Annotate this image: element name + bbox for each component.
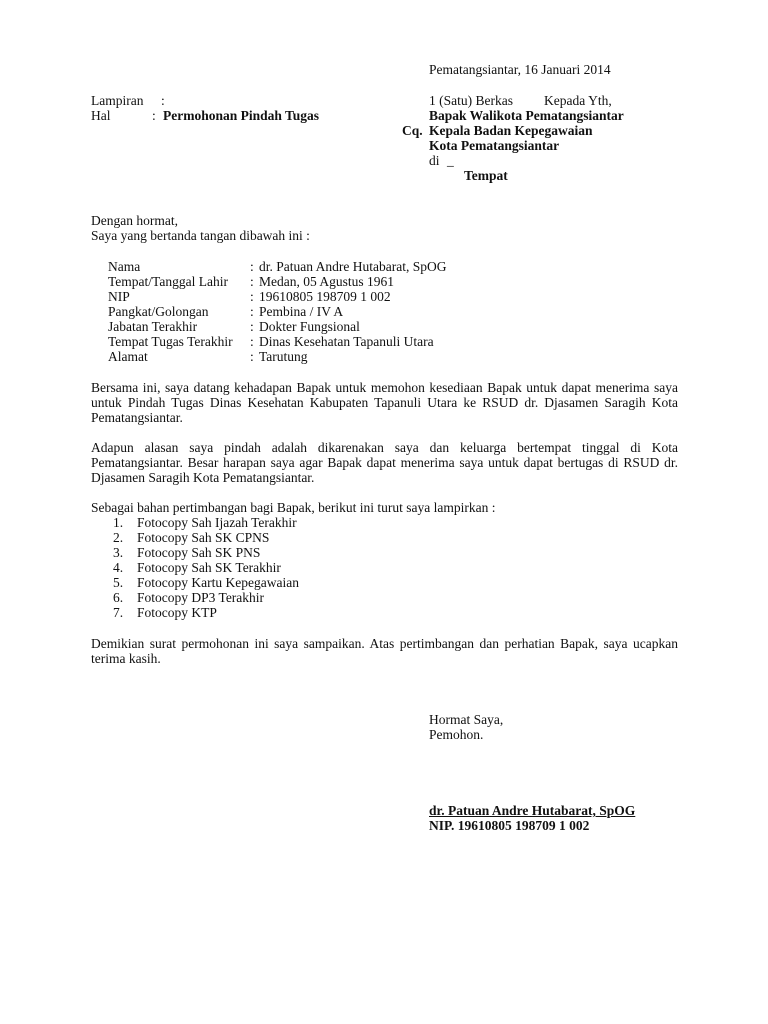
list-item-number: 6. — [113, 590, 124, 605]
hal-colon: : — [152, 108, 156, 123]
field-colon: : — [250, 349, 254, 364]
field-label: Nama — [108, 259, 141, 274]
list-item-number: 3. — [113, 545, 124, 560]
lampiran-colon: : — [161, 93, 165, 108]
signature-nip: NIP. 19610805 198709 1 002 — [429, 818, 590, 833]
field-label: Tempat/Tanggal Lahir — [108, 274, 228, 289]
list-item-text: Fotocopy KTP — [137, 605, 217, 620]
field-label: Pangkat/Golongan — [108, 304, 209, 319]
field-label: NIP — [108, 289, 130, 304]
recipient-line-1: Bapak Walikota Pematangsiantar — [429, 108, 624, 123]
tempat-label: Tempat — [464, 168, 508, 183]
list-item-text: Fotocopy Sah SK Terakhir — [137, 560, 281, 575]
list-item-number: 4. — [113, 560, 124, 575]
list-item-number: 2. — [113, 530, 124, 545]
berkas-count: 1 (Satu) Berkas — [429, 93, 513, 108]
field-label: Tempat Tugas Terakhir — [108, 334, 233, 349]
list-item-number: 5. — [113, 575, 124, 590]
kepada-yth: Kepada Yth, — [544, 93, 612, 108]
hal-label: Hal — [91, 108, 111, 123]
list-item-text: Fotocopy Sah SK CPNS — [137, 530, 270, 545]
list-item-text: Fotocopy Sah SK PNS — [137, 545, 261, 560]
list-item-text: Fotocopy Sah Ijazah Terakhir — [137, 515, 297, 530]
signature-role: Pemohon. — [429, 727, 484, 742]
list-item-text: Fotocopy Kartu Kepegawaian — [137, 575, 299, 590]
place-date: Pematangsiantar, 16 Januari 2014 — [429, 62, 611, 77]
field-colon: : — [250, 259, 254, 274]
field-value: Pembina / IV A — [259, 304, 344, 319]
field-colon: : — [250, 319, 254, 334]
recipient-line-3: Kota Pematangsiantar — [429, 138, 560, 153]
signature-regards: Hormat Saya, — [429, 712, 504, 727]
paragraph-request: Bersama ini, saya datang kehadapan Bapak untuk memohon kesediaan Bapak untuk dapat menerima saya untuk Pindah Tugas Dinas Kesehatan Kabupaten Tapanuli Utara ke RSUD dr. Djasamen Saragih Kota Pematangsiantar. — [91, 380, 678, 425]
field-colon: : — [250, 274, 254, 289]
cq-label: Cq. — [402, 123, 423, 138]
field-value: 19610805 198709 1 002 — [259, 289, 391, 304]
lampiran-label: Lampiran — [91, 93, 144, 108]
intro-line: Saya yang bertanda tangan dibawah ini : — [91, 228, 310, 243]
list-item-number: 1. — [113, 515, 124, 530]
field-colon: : — [250, 289, 254, 304]
paragraph-closing: Demikian surat permohonan ini saya sampaikan. Atas pertimbangan dan perhatian Bapak, saya ucapkan terima kasih. — [91, 636, 678, 666]
field-value: Dokter Fungsional — [259, 319, 360, 334]
hal-value: Permohonan Pindah Tugas — [163, 108, 320, 123]
signature-name: dr. Patuan Andre Hutabarat, SpOG — [429, 803, 636, 818]
field-colon: : — [250, 334, 254, 349]
field-value: Tarutung — [259, 349, 308, 364]
di-label: di — [429, 153, 440, 168]
field-value: Dinas Kesehatan Tapanuli Utara — [259, 334, 434, 349]
field-colon: : — [250, 304, 254, 319]
recipient-line-2: Kepala Badan Kepegawaian — [429, 123, 593, 138]
field-label: Alamat — [108, 349, 148, 364]
field-label: Jabatan Terakhir — [108, 319, 198, 334]
field-value: Medan, 05 Agustus 1961 — [259, 274, 394, 289]
list-item-text: Fotocopy DP3 Terakhir — [137, 590, 265, 605]
list-item-number: 7. — [113, 605, 124, 620]
paragraph-reason: Adapun alasan saya pindah adalah dikarenakan saya dan keluarga bertempat tinggal di Kota Pematangsiantar. Besar harapan saya agar Bapak dapat menerima saya untuk dapat bertugas di RSUD dr. Djasamen Saragih Kota Pematangsiantar. — [91, 440, 678, 485]
attachments-intro: Sebagai bahan pertimbangan bagi Bapak, berikut ini turut saya lampirkan : — [91, 500, 496, 515]
field-value: dr. Patuan Andre Hutabarat, SpOG — [259, 259, 447, 274]
di-blank: _ — [447, 153, 454, 168]
greeting: Dengan hormat, — [91, 213, 178, 228]
